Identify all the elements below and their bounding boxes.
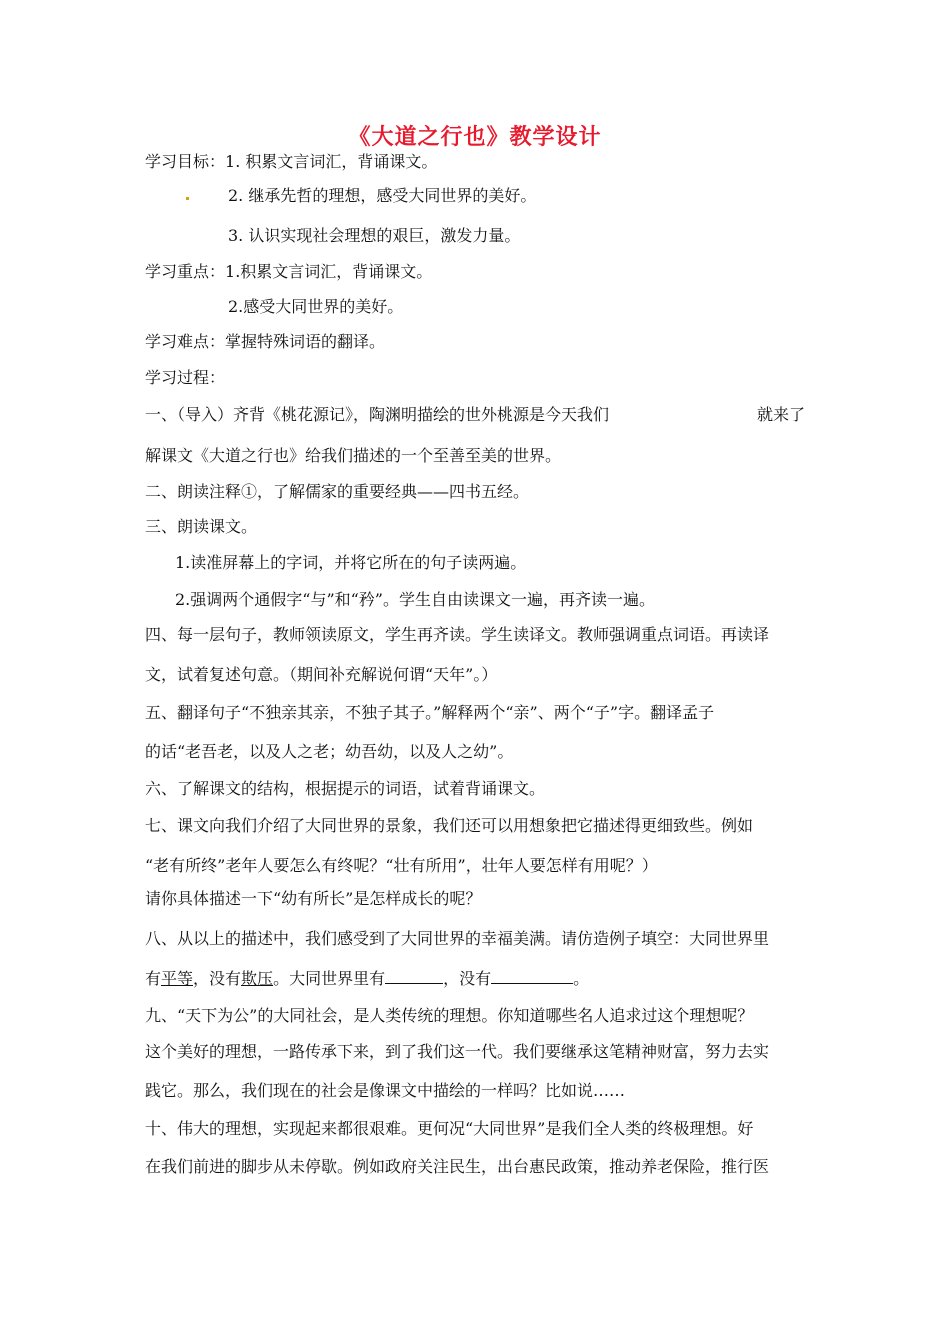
- process-label: 学习过程：: [145, 368, 226, 387]
- goals-line: [145, 152, 437, 172]
- step-3: 三、朗读课文。: [145, 517, 258, 536]
- step-7-line-c: 请你具体描述一下“幼有所长”是怎样成长的呢？: [145, 889, 482, 908]
- key-label: 学习重点：: [145, 262, 226, 281]
- step-4-line-b: 文，试着复述句意。（期间补充解说何谓“天年”。）: [145, 665, 498, 684]
- step-10-line-b: 在我们前进的脚步从未停歇。例如政府关注民生，出台惠民政策，推动养老保险，推行医: [145, 1157, 770, 1176]
- goal-1: 1. 积累文言词汇，背诵课文。: [225, 152, 438, 171]
- document-title: 《大道之行也》教学设计: [348, 125, 602, 150]
- fill-blank-1: [385, 968, 443, 984]
- goal-2: 2. 继承先哲的理想，感受大同世界的美好。: [228, 186, 537, 205]
- step-8-text: 。大同世界里有: [273, 969, 386, 988]
- step-2: 二、朗读注释①，了解儒家的重要经典——四书五经。: [145, 482, 530, 501]
- step-7-line-b: “老有所终”老年人要怎么有终呢？“壮有所用”，壮年人要怎样有用呢？）: [145, 856, 658, 875]
- step-8-line-a: 八、从以上的描述中，我们感受到了大同世界的幸福美满。请仿造例子填空：大同世界里: [145, 929, 770, 948]
- step-5-line-a: 五、翻译句子“不独亲其亲，不独子其子。”解释两个“亲”、两个“子”字。翻译孟子: [145, 703, 715, 722]
- key-points-line: [145, 262, 432, 282]
- step-4-line-a: 四、每一层句子，教师领读原文，学生再齐读。学生读译文。教师强调重点词语。再读译: [145, 625, 770, 644]
- key-point-1: 1.积累文言词汇，背诵课文。: [225, 262, 433, 281]
- step-5-line-b: 的话“老吾老，以及人之老；幼吾幼，以及人之幼”。: [145, 742, 514, 761]
- step-9-line-b: 这个美好的理想，一路传承下来，到了我们这一代。我们要继承这笔精神财富，努力去实: [145, 1042, 770, 1061]
- goals-label: 学习目标：: [145, 152, 226, 171]
- step-1-line-a: 一、（导入）齐背《桃花源记》，陶渊明描绘的世外桃源是今天我们: [145, 405, 610, 424]
- fill-blank-2: [491, 968, 573, 984]
- step-1-line-b: 解课文《大道之行也》给我们描述的一个至善至美的世界。: [145, 446, 562, 465]
- step-8-text: 。: [573, 969, 590, 988]
- step-3-1: 1.读准屏幕上的字词，并将它所在的句子读两遍。: [175, 553, 527, 572]
- step-8-text: ，没有: [443, 969, 492, 988]
- mark-dot: [186, 197, 189, 200]
- step-9-line-a: 九、“天下为公”的大同社会，是人类传统的理想。你知道哪些名人追求过这个理想呢？: [145, 1006, 754, 1025]
- key-point-2: 2.感受大同世界的美好。: [228, 297, 404, 316]
- step-8-text: 有: [145, 969, 162, 988]
- step-7-line-a: 七、课文向我们介绍了大同世界的景象，我们还可以用想象把它描述得更细致些。例如: [145, 816, 754, 835]
- step-10-line-a: 十、伟大的理想，实现起来都很艰难。更何况“大同世界”是我们全人类的终极理想。好: [145, 1119, 754, 1138]
- step-8-line-b: [145, 968, 589, 989]
- step-9-line-c: 践它。那么，我们现在的社会是像课文中描绘的一样吗？比如说……: [145, 1081, 626, 1100]
- step-8-text: ，没有: [193, 969, 242, 988]
- goal-3: 3. 认识实现社会理想的艰巨，激发力量。: [228, 226, 521, 245]
- step-6: 六、了解课文的结构，根据提示的词语，试着背诵课文。: [145, 779, 546, 798]
- example-word-oppression: 欺压: [241, 969, 274, 988]
- difficulty-line: 学习难点：掌握特殊词语的翻译。: [145, 332, 386, 351]
- step-1-line-a-end: 就来了: [757, 405, 806, 424]
- example-word-equality: 平等: [161, 969, 194, 988]
- step-3-2: 2.强调两个通假字“与”和“矜”。学生自由读课文一遍，再齐读一遍。: [175, 590, 655, 609]
